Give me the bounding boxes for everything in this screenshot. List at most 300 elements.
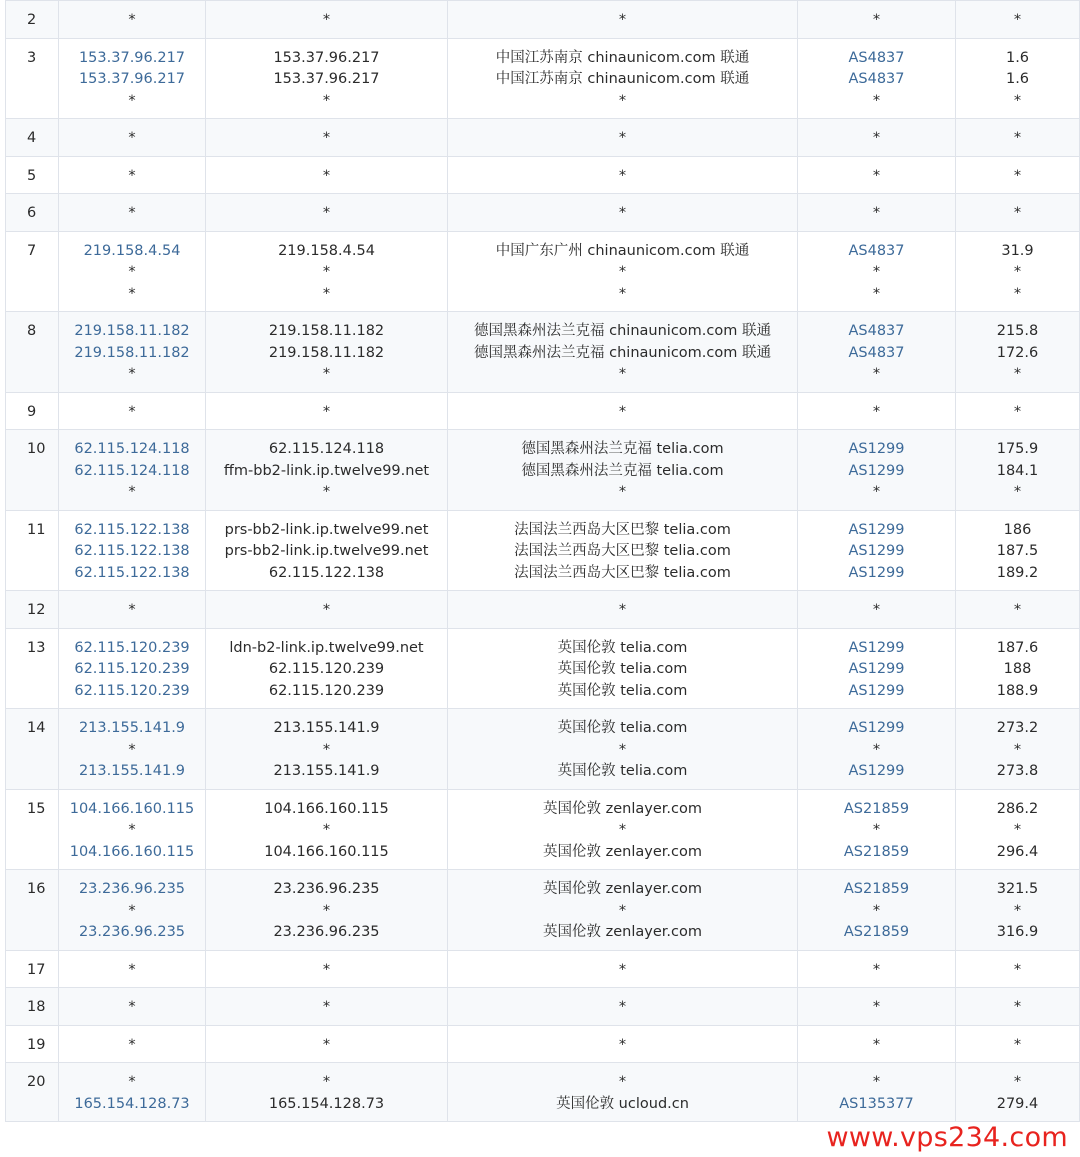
no-response-marker: * [1013, 92, 1022, 109]
no-response-marker: * [872, 205, 881, 221]
traceroute-table-container [5, 0, 1079, 1122]
host-cell [206, 950, 448, 988]
ip-link[interactable]: 219.158.11.182 [74, 323, 190, 339]
no-response-marker: * [322, 92, 331, 109]
ip-cell [59, 231, 206, 312]
no-response-marker: * [128, 741, 136, 758]
location: 英国伦敦 telia.com [557, 720, 688, 736]
no-response-marker: * [1013, 484, 1022, 500]
ip-link[interactable]: 62.115.120.239 [74, 682, 190, 699]
ip-cell [59, 950, 206, 988]
no-response-marker: * [128, 264, 136, 280]
no-response-marker: * [872, 130, 881, 146]
no-response-marker: * [872, 741, 881, 758]
geo-cell [448, 231, 798, 312]
asn-cell [798, 312, 956, 393]
no-response-marker: * [322, 741, 331, 758]
host-cell [206, 628, 448, 709]
table-row [6, 231, 1080, 312]
asn-link[interactable]: AS1299 [848, 543, 905, 559]
location: 法国法兰西岛大区巴黎 telia.com [514, 564, 731, 581]
hop-number: 7 [6, 231, 59, 312]
no-response-marker: * [872, 92, 881, 109]
asn-link[interactable]: AS4837 [848, 242, 905, 259]
table-row [6, 510, 1080, 591]
no-response-marker: * [322, 602, 331, 618]
latency: 187.6 [996, 639, 1039, 656]
host-cell [206, 1025, 448, 1063]
location: 德国黑森州法兰克福 chinaunicom.com 联通 [474, 344, 771, 361]
asn-link[interactable]: AS135377 [839, 1095, 914, 1112]
no-response-marker: * [322, 130, 331, 146]
host-cell [206, 709, 448, 790]
hop-number: 5 [6, 156, 59, 194]
hop-number: 14 [6, 709, 59, 790]
location: 德国黑森州法兰克福 telia.com [521, 462, 724, 479]
time-cell [956, 430, 1080, 511]
asn-link[interactable]: AS4837 [848, 49, 905, 66]
ip-link[interactable]: 104.166.160.115 [69, 800, 195, 817]
no-response-marker: * [618, 741, 627, 758]
hostname: 153.37.96.217 [273, 49, 380, 66]
host-cell [206, 591, 448, 629]
hostname: prs-bb2-link.ip.twelve99.net [224, 543, 429, 559]
table-row [6, 430, 1080, 511]
ip-link[interactable]: 23.236.96.235 [78, 924, 186, 940]
no-response-marker: * [1013, 403, 1022, 420]
latency: 187.5 [996, 543, 1039, 559]
time-cell [956, 194, 1080, 232]
ip-cell [59, 870, 206, 951]
location: 英国伦敦 telia.com [557, 763, 688, 779]
asn-cell [798, 789, 956, 870]
host-cell [206, 789, 448, 870]
hostname: 219.158.4.54 [278, 242, 375, 259]
geo-cell [448, 988, 798, 1026]
time-cell [956, 789, 1080, 870]
asn-link[interactable]: AS21859 [843, 843, 910, 860]
hop-number: 17 [6, 950, 59, 988]
no-response-marker: * [618, 12, 627, 28]
no-response-marker: * [128, 285, 136, 302]
no-response-marker: * [1013, 1036, 1022, 1053]
site-watermark: www.vps234.com [826, 1122, 1068, 1153]
ip-cell [59, 392, 206, 430]
ip-link[interactable]: 165.154.128.73 [74, 1095, 190, 1112]
hostname: 62.115.120.239 [268, 661, 385, 677]
ip-cell [59, 709, 206, 790]
no-response-marker: * [128, 961, 136, 978]
table-row [6, 119, 1080, 157]
location: 英国伦敦 zenlayer.com [543, 843, 702, 860]
ip-cell [59, 1025, 206, 1063]
no-response-marker: * [872, 285, 881, 302]
table-row [6, 1025, 1080, 1063]
time-cell [956, 591, 1080, 629]
no-response-marker: * [322, 264, 331, 280]
table-row [6, 1, 1080, 39]
no-response-marker: * [322, 167, 331, 184]
no-response-marker: * [128, 205, 136, 221]
geo-cell [448, 119, 798, 157]
host-cell [206, 1063, 448, 1122]
asn-link[interactable]: AS1299 [848, 720, 905, 736]
location: 法国法兰西岛大区巴黎 telia.com [514, 543, 731, 559]
table-row [6, 789, 1080, 870]
no-response-marker: * [618, 902, 627, 919]
no-response-marker: * [128, 822, 136, 838]
geo-cell [448, 194, 798, 232]
location: 中国江苏南京 chinaunicom.com 联通 [495, 71, 750, 87]
no-response-marker: * [128, 484, 136, 500]
no-response-marker: * [618, 822, 627, 838]
no-response-marker: * [872, 902, 881, 919]
latency: 188 [1003, 661, 1032, 677]
ip-link[interactable]: 219.158.4.54 [83, 242, 181, 259]
no-response-marker: * [1013, 12, 1022, 28]
no-response-marker: * [618, 130, 627, 146]
hostname: 104.166.160.115 [264, 800, 389, 817]
ip-link[interactable]: 62.115.120.239 [74, 639, 190, 656]
location: 德国黑森州法兰克福 telia.com [521, 441, 724, 457]
no-response-marker: * [872, 961, 881, 978]
asn-cell [798, 231, 956, 312]
table-row [6, 156, 1080, 194]
host-cell [206, 119, 448, 157]
no-response-marker: * [128, 167, 136, 184]
table-row [6, 392, 1080, 430]
table-row [6, 312, 1080, 393]
time-cell [956, 1063, 1080, 1122]
time-cell [956, 156, 1080, 194]
hop-number: 9 [6, 392, 59, 430]
no-response-marker: * [1013, 366, 1022, 382]
table-row [6, 870, 1080, 951]
ip-link[interactable]: 62.115.122.138 [74, 521, 190, 538]
latency: 273.8 [996, 763, 1039, 779]
hostname: 213.155.141.9 [273, 763, 380, 779]
asn-cell [798, 988, 956, 1026]
latency: 286.2 [996, 800, 1039, 817]
no-response-marker: * [128, 92, 136, 109]
time-cell [956, 950, 1080, 988]
geo-cell [448, 38, 798, 119]
time-cell [956, 38, 1080, 119]
ip-cell [59, 312, 206, 393]
no-response-marker: * [872, 366, 881, 382]
host-cell [206, 870, 448, 951]
geo-cell [448, 510, 798, 591]
latency: 321.5 [996, 881, 1039, 897]
latency: 186 [1003, 521, 1032, 538]
no-response-marker: * [1013, 602, 1022, 618]
no-response-marker: * [128, 403, 136, 420]
no-response-marker: * [128, 366, 136, 382]
geo-cell [448, 870, 798, 951]
hostname: prs-bb2-link.ip.twelve99.net [224, 521, 429, 538]
hop-number: 4 [6, 119, 59, 157]
geo-cell [448, 789, 798, 870]
hop-number: 20 [6, 1063, 59, 1122]
no-response-marker: * [618, 92, 627, 109]
no-response-marker: * [1013, 822, 1022, 838]
latency: 184.1 [996, 462, 1039, 479]
no-response-marker: * [1013, 961, 1022, 978]
no-response-marker: * [1013, 999, 1022, 1015]
asn-cell [798, 1063, 956, 1122]
ip-cell [59, 1063, 206, 1122]
no-response-marker: * [618, 167, 627, 184]
no-response-marker: * [322, 403, 331, 420]
asn-cell [798, 709, 956, 790]
ip-link[interactable]: 213.155.141.9 [78, 720, 186, 736]
no-response-marker: * [618, 999, 627, 1015]
host-cell [206, 156, 448, 194]
hostname: 62.115.122.138 [268, 564, 385, 581]
no-response-marker: * [1013, 167, 1022, 184]
no-response-marker: * [618, 1036, 627, 1053]
asn-cell [798, 1, 956, 39]
no-response-marker: * [128, 1074, 136, 1090]
geo-cell [448, 392, 798, 430]
no-response-marker: * [322, 484, 331, 500]
asn-link[interactable]: AS1299 [848, 763, 905, 779]
time-cell [956, 1, 1080, 39]
asn-link[interactable]: AS1299 [848, 682, 905, 699]
ip-cell [59, 156, 206, 194]
geo-cell [448, 312, 798, 393]
no-response-marker: * [128, 902, 136, 919]
latency: 189.2 [996, 564, 1039, 581]
hop-number: 10 [6, 430, 59, 511]
table-row [6, 1063, 1080, 1122]
asn-link[interactable]: AS21859 [843, 800, 910, 817]
latency: 172.6 [996, 344, 1039, 361]
hostname: 165.154.128.73 [268, 1095, 385, 1112]
no-response-marker: * [618, 366, 627, 382]
no-response-marker: * [1013, 741, 1022, 758]
ip-link[interactable]: 62.115.122.138 [74, 543, 190, 559]
table-row [6, 628, 1080, 709]
ip-link[interactable]: 62.115.120.239 [74, 661, 190, 677]
ip-cell [59, 988, 206, 1026]
asn-link[interactable]: AS4837 [848, 323, 905, 339]
geo-cell [448, 950, 798, 988]
time-cell [956, 628, 1080, 709]
location: 英国伦敦 zenlayer.com [543, 881, 702, 897]
ip-link[interactable]: 62.115.122.138 [74, 564, 190, 581]
latency: 175.9 [996, 441, 1039, 457]
hostname: 62.115.120.239 [268, 682, 385, 699]
host-cell [206, 510, 448, 591]
ip-cell [59, 510, 206, 591]
table-row [6, 950, 1080, 988]
no-response-marker: * [872, 1036, 881, 1053]
asn-link[interactable]: AS21859 [843, 881, 910, 897]
ip-cell [59, 1, 206, 39]
hostname: 153.37.96.217 [273, 71, 380, 87]
ip-cell [59, 430, 206, 511]
location: 法国法兰西岛大区巴黎 telia.com [514, 521, 731, 538]
time-cell [956, 510, 1080, 591]
no-response-marker: * [872, 484, 881, 500]
no-response-marker: * [128, 999, 136, 1015]
location: 英国伦敦 telia.com [557, 639, 688, 656]
location: 中国江苏南京 chinaunicom.com 联通 [495, 49, 750, 66]
traceroute-table [5, 0, 1080, 1122]
no-response-marker: * [618, 285, 627, 302]
geo-cell [448, 591, 798, 629]
no-response-marker: * [872, 403, 881, 420]
ip-cell [59, 591, 206, 629]
latency: 215.8 [996, 323, 1039, 339]
geo-cell [448, 1025, 798, 1063]
no-response-marker: * [128, 1036, 136, 1053]
asn-link[interactable]: AS21859 [843, 924, 910, 940]
asn-cell [798, 591, 956, 629]
no-response-marker: * [322, 822, 331, 838]
asn-link[interactable]: AS1299 [848, 564, 905, 581]
ip-link[interactable]: 104.166.160.115 [69, 843, 195, 860]
location: 中国广东广州 chinaunicom.com 联通 [495, 242, 750, 259]
no-response-marker: * [618, 484, 627, 500]
table-row [6, 38, 1080, 119]
no-response-marker: * [1013, 1074, 1022, 1090]
hostname: 62.115.124.118 [268, 441, 385, 457]
no-response-marker: * [872, 999, 881, 1015]
no-response-marker: * [322, 1036, 331, 1053]
table-row [6, 194, 1080, 232]
latency: 1.6 [1005, 71, 1030, 87]
ip-link[interactable]: 153.37.96.217 [78, 71, 186, 87]
no-response-marker: * [1013, 902, 1022, 919]
no-response-marker: * [1013, 264, 1022, 280]
asn-cell [798, 950, 956, 988]
hop-number: 15 [6, 789, 59, 870]
geo-cell [448, 430, 798, 511]
traceroute-rows [6, 1, 1080, 1122]
ip-cell [59, 789, 206, 870]
hop-number: 8 [6, 312, 59, 393]
hostname: 104.166.160.115 [264, 843, 389, 860]
ip-link[interactable]: 23.236.96.235 [78, 881, 186, 897]
asn-cell [798, 1025, 956, 1063]
asn-link[interactable]: AS4837 [848, 344, 905, 361]
time-cell [956, 231, 1080, 312]
asn-link[interactable]: AS1299 [848, 661, 905, 677]
hop-number: 19 [6, 1025, 59, 1063]
no-response-marker: * [322, 205, 331, 221]
location: 德国黑森州法兰克福 chinaunicom.com 联通 [474, 323, 771, 339]
no-response-marker: * [322, 902, 331, 919]
geo-cell [448, 1063, 798, 1122]
ip-link[interactable]: 62.115.124.118 [74, 441, 190, 457]
ip-cell [59, 38, 206, 119]
no-response-marker: * [618, 264, 627, 280]
table-row [6, 591, 1080, 629]
no-response-marker: * [1013, 205, 1022, 221]
no-response-marker: * [1013, 285, 1022, 302]
host-cell [206, 392, 448, 430]
no-response-marker: * [322, 12, 331, 28]
table-row [6, 988, 1080, 1026]
no-response-marker: * [872, 12, 881, 28]
no-response-marker: * [322, 961, 331, 978]
location: 英国伦敦 zenlayer.com [543, 800, 702, 817]
time-cell [956, 312, 1080, 393]
asn-cell [798, 194, 956, 232]
time-cell [956, 392, 1080, 430]
geo-cell [448, 709, 798, 790]
hop-number: 2 [6, 1, 59, 39]
asn-link[interactable]: AS1299 [848, 521, 905, 538]
latency: 279.4 [996, 1095, 1039, 1112]
asn-cell [798, 628, 956, 709]
no-response-marker: * [618, 1074, 627, 1090]
no-response-marker: * [128, 602, 136, 618]
asn-cell [798, 119, 956, 157]
asn-cell [798, 870, 956, 951]
host-cell [206, 1, 448, 39]
host-cell [206, 312, 448, 393]
hop-number: 16 [6, 870, 59, 951]
latency: 31.9 [1001, 242, 1034, 259]
asn-link[interactable]: AS4837 [848, 71, 905, 87]
hop-number: 12 [6, 591, 59, 629]
asn-link[interactable]: AS1299 [848, 462, 905, 479]
time-cell [956, 1025, 1080, 1063]
hostname: 23.236.96.235 [273, 924, 380, 940]
no-response-marker: * [128, 130, 136, 146]
hop-number: 3 [6, 38, 59, 119]
location: 英国伦敦 telia.com [557, 661, 688, 677]
ip-cell [59, 628, 206, 709]
hostname: ffm-bb2-link.ip.twelve99.net [223, 462, 430, 479]
no-response-marker: * [618, 205, 627, 221]
latency: 273.2 [996, 720, 1039, 736]
host-cell [206, 38, 448, 119]
time-cell [956, 870, 1080, 951]
asn-cell [798, 430, 956, 511]
no-response-marker: * [872, 822, 881, 838]
ip-link[interactable]: 219.158.11.182 [74, 344, 190, 361]
ip-link[interactable]: 153.37.96.217 [78, 49, 186, 66]
hostname: 219.158.11.182 [268, 323, 385, 339]
host-cell [206, 988, 448, 1026]
hostname: 213.155.141.9 [273, 720, 380, 736]
location: 英国伦敦 zenlayer.com [543, 924, 702, 940]
hop-number: 13 [6, 628, 59, 709]
ip-link[interactable]: 62.115.124.118 [74, 462, 190, 479]
asn-link[interactable]: AS1299 [848, 441, 905, 457]
geo-cell [448, 628, 798, 709]
asn-cell [798, 510, 956, 591]
no-response-marker: * [128, 12, 136, 28]
no-response-marker: * [322, 1074, 331, 1090]
no-response-marker: * [1013, 130, 1022, 146]
asn-link[interactable]: AS1299 [848, 639, 905, 656]
hop-number: 18 [6, 988, 59, 1026]
latency: 296.4 [996, 843, 1039, 860]
ip-cell [59, 119, 206, 157]
time-cell [956, 709, 1080, 790]
ip-link[interactable]: 213.155.141.9 [78, 763, 186, 779]
hostname: ldn-b2-link.ip.twelve99.net [229, 639, 424, 656]
asn-cell [798, 156, 956, 194]
hostname: 23.236.96.235 [273, 881, 380, 897]
latency: 188.9 [996, 682, 1039, 699]
no-response-marker: * [618, 403, 627, 420]
